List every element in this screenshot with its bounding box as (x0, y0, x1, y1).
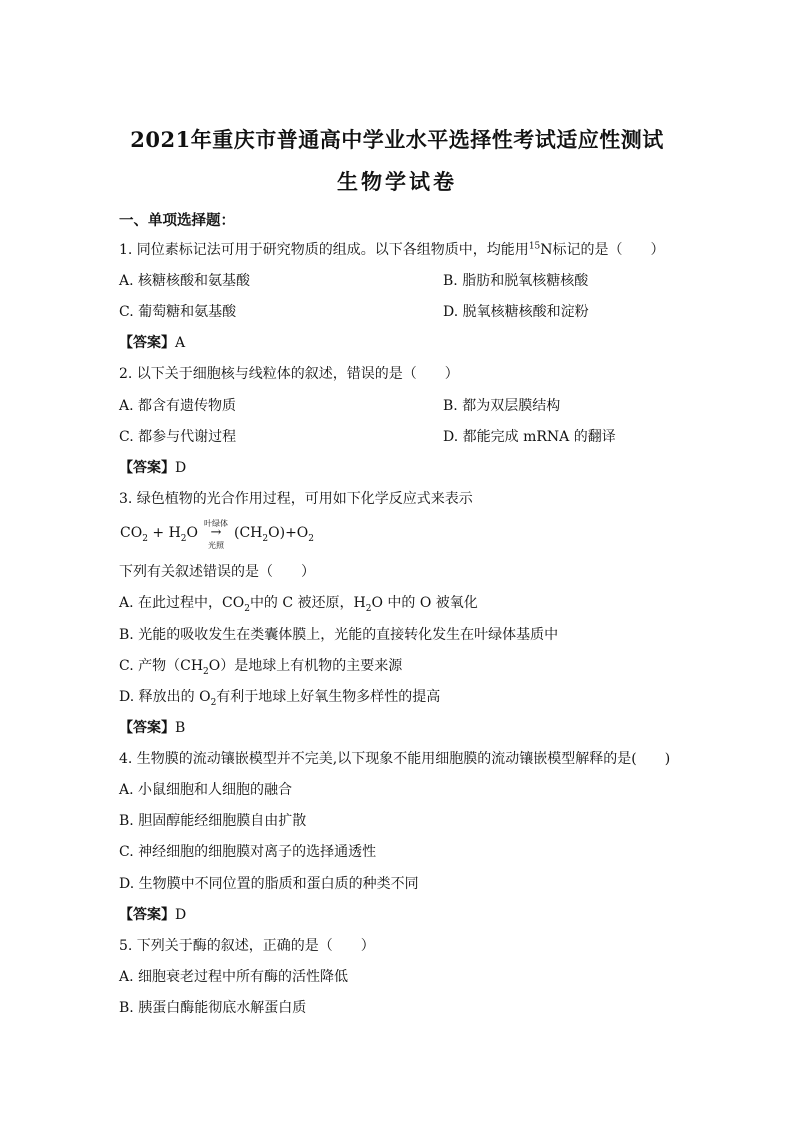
arrow-condition-bottom: 光照 (208, 541, 224, 550)
q3-option-b: B. 光能的吸收发生在类囊体膜上，光能的直接转化发生在叶绿体基质中 (119, 627, 559, 643)
q2-option-c: C. 都参与代谢过程 (119, 429, 237, 445)
q3-option-c (119, 655, 402, 677)
q3-d-part1: D. 释放出的 O (119, 689, 211, 705)
q2-option-d: D. 都能完成 mRNA 的翻译 (443, 429, 616, 445)
q3-answer (119, 717, 185, 737)
q2-answer (119, 457, 186, 477)
q1-stem-part1: 1. 同位素标记法可用于研究物质的组成。以下各组物质中，均能用 (119, 242, 529, 258)
q3-d-sub: 2 (210, 697, 217, 708)
q2-option-b: B. 都为双层膜结构 (443, 398, 561, 414)
reaction-arrow (201, 518, 231, 548)
q3-a-sub1: 2 (244, 603, 250, 614)
q2-answer-value: D (175, 460, 187, 476)
q1-stem (119, 239, 665, 259)
eq-h2-sub: 2 (180, 533, 187, 544)
q4-stem: 4. 生物膜的流动镶嵌模型并不完美,以下现象不能用细胞膜的流动镶嵌模型解释的是( ) (119, 751, 671, 767)
q3-option-d (119, 686, 440, 708)
q1-option-a: A. 核糖核酸和氨基酸 (119, 273, 251, 289)
q3-stem: 3. 绿色植物的光合作用过程，可用如下化学反应式来表示 (119, 491, 473, 507)
q4-option-d: D. 生物膜中不同位置的脂质和蛋白质的种类不同 (119, 876, 419, 892)
q3-a-part3: O 中的 O 被氧化 (371, 595, 478, 611)
q4-option-c: C. 神经细胞的细胞膜对离子的选择通透性 (119, 844, 377, 860)
q3-c-sub: 2 (203, 666, 209, 677)
q4-answer-label: 【答案】 (119, 907, 175, 923)
q4-answer-value: D (175, 907, 187, 923)
q3-d-part2: 有利于地球上好氧生物多样性的提高 (216, 689, 441, 705)
eq-ch2-sub: 2 (262, 533, 269, 544)
arrow-condition-top: 叶绿体 (204, 519, 228, 528)
document-title: 2021年重庆市普通高中学业水平选择性考试适应性测试 (130, 127, 664, 152)
q1-isotope-symbol: N (540, 242, 553, 258)
q3-a-part1: A. 在此过程中，CO (119, 595, 245, 611)
eq-co2-sub: 2 (142, 533, 148, 544)
eq-plus-h: + H (147, 525, 181, 541)
q2-stem: 2. 以下关于细胞核与线粒体的叙述，错误的是（ ） (119, 366, 459, 382)
q3-answer-label: 【答案】 (119, 720, 175, 736)
q3-c-part1: C. 产物（CH (119, 658, 204, 674)
q1-option-c: C. 葡萄糖和氨基酸 (119, 304, 237, 320)
arrow-icon: → (210, 525, 222, 540)
q2-option-a: A. 都含有遗传物质 (119, 398, 237, 414)
eq-product-ch: (CH (234, 525, 263, 541)
q1-stem-part2: 标记的是（ ） (552, 242, 665, 258)
q3-answer-value: B (175, 720, 186, 736)
q1-option-d: D. 脱氧核糖核酸和淀粉 (443, 304, 589, 320)
document-subtitle: 生物学试卷 (337, 169, 457, 194)
eq-o: O (186, 525, 198, 541)
q5-option-a: A. 细胞衰老过程中所有酶的活性降低 (119, 969, 349, 985)
q3-option-a (119, 592, 478, 614)
eq-o2-sub: 2 (308, 533, 315, 544)
q1-answer (119, 332, 185, 352)
eq-co: CO (120, 525, 143, 541)
q4-option-a: A. 小鼠细胞和人细胞的融合 (119, 782, 293, 798)
q2-answer-label: 【答案】 (119, 460, 175, 476)
q4-option-b: B. 胆固醇能经细胞膜自由扩散 (119, 813, 307, 829)
q3-sub-question: 下列有关叙述错误的是（ ） (119, 564, 315, 580)
section-heading: 一、单项选择题： (119, 212, 235, 229)
q3-c-part2: O）是地球上有机物的主要来源 (208, 658, 403, 674)
eq-product-o: O)+O (268, 525, 309, 541)
q3-a-part2: 中的 C 被还原，H (249, 595, 366, 611)
q5-stem: 5. 下列关于酶的叙述，正确的是（ ） (119, 938, 375, 954)
q1-answer-value: A (175, 335, 186, 351)
q1-option-b: B. 脂肪和脱氧核糖核酸 (443, 273, 589, 289)
q4-answer (119, 904, 186, 924)
q3-chemical-equation (120, 518, 314, 554)
q1-isotope-mass: 15 (528, 241, 541, 252)
q3-a-sub2: 2 (365, 603, 372, 614)
q5-option-b: B. 胰蛋白酶能彻底水解蛋白质 (119, 1000, 307, 1016)
q1-answer-label: 【答案】 (119, 335, 175, 351)
